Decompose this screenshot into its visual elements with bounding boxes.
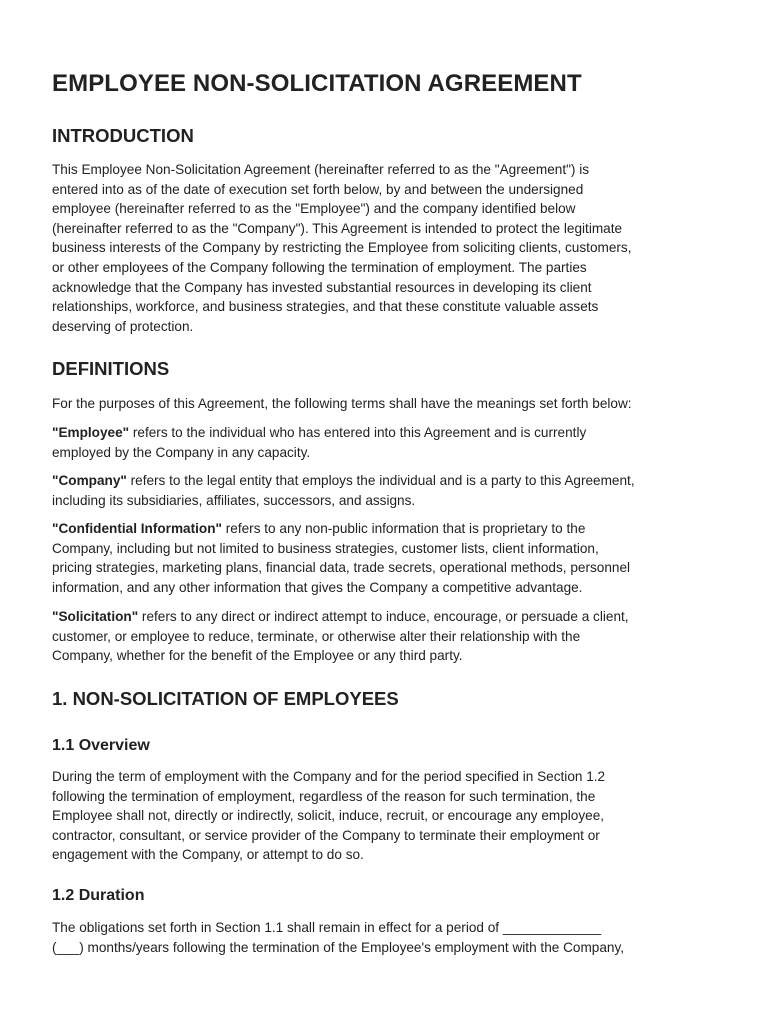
paragraph-line: The obligations set forth in Section 1.1 shall remain in effect for a period of _____________ <box>52 920 602 935</box>
paragraph-line: engagement with the Company, or attempt to do so. <box>52 847 364 863</box>
definition-text: refers to the legal entity that employs the individual and is a party to this Agreement, <box>126 473 635 488</box>
paragraph-line: For the purposes of this Agreement, the following terms shall have the meanings set forth below: <box>52 396 632 411</box>
definition-text: refers to the individual who has entered into this Agreement and is currently <box>129 425 587 440</box>
paragraph-line: pricing strategies, marketing plans, financial data, trade secrets, operational methods, personnel <box>52 560 631 576</box>
defined-term: "Employee" <box>52 425 130 440</box>
introduction-paragraph <box>52 160 724 336</box>
paragraph-line <box>52 607 724 627</box>
document-title: EMPLOYEE NON-SOLICITATION AGREEMENT <box>52 70 582 97</box>
section-1-1-heading: 1.1 Overview <box>52 737 150 754</box>
definition-text: refers to any non-public information that is proprietary to the <box>221 521 586 536</box>
paragraph-line: or other employees of the Company following the termination of employment. The parties <box>52 259 587 275</box>
paragraph-line: deserving of protection. <box>52 318 194 334</box>
definition-confidential-information <box>52 519 724 597</box>
paragraph-line: During the term of employment with the Company and for the period specified in Section 1.2 <box>52 769 606 784</box>
definition-company <box>52 471 724 510</box>
definition-employee <box>52 423 724 462</box>
paragraph-line: following the termination of employment, regardless of the reason for such termination, the <box>52 788 596 804</box>
paragraph-line <box>52 519 724 539</box>
paragraph-line: Company, whether for the benefit of the Employee or any third party. <box>52 648 463 664</box>
paragraph-line <box>52 423 724 443</box>
paragraph-line: employed by the Company in any capacity. <box>52 444 311 460</box>
section-1-2-paragraph <box>52 918 724 957</box>
section-1-2-heading: 1.2 Duration <box>52 887 145 904</box>
section-1-heading: 1. NON-SOLICITATION OF EMPLOYEES <box>52 688 399 709</box>
paragraph-line: employee (hereinafter referred to as the "Employee") and the company identified below <box>52 201 576 217</box>
paragraph-line: Employee shall not, directly or indirectly, solicit, induce, recruit, or encourage any employee, <box>52 808 605 824</box>
paragraph-line: (hereinafter referred to as the "Company"). This Agreement is intended to protect the legitimate <box>52 220 623 236</box>
paragraph-line: customer, or employee to reduce, terminate, or otherwise alter their relationship with the <box>52 628 581 644</box>
paragraph-line: Company, including but not limited to business strategies, customer lists, client information, <box>52 540 599 556</box>
paragraph-line: entered into as of the date of execution set forth below, by and between the undersigned <box>52 181 584 197</box>
paragraph-line: including its subsidiaries, affiliates, successors, and assigns. <box>52 492 416 508</box>
defined-term: "Confidential Information" <box>52 521 222 536</box>
definitions-heading: DEFINITIONS <box>52 358 170 379</box>
defined-term: "Company" <box>52 473 127 488</box>
introduction-heading: INTRODUCTION <box>52 125 194 146</box>
defined-term: "Solicitation" <box>52 609 139 624</box>
paragraph-line: acknowledge that the Company has invested substantial resources in developing its client <box>52 279 592 295</box>
paragraph-line: contractor, consultant, or service provider of the Company to terminate their employment or <box>52 827 600 843</box>
paragraph-line: relationships, workforce, and business strategies, and that these constitute valuable assets <box>52 299 599 315</box>
definition-text: refers to any direct or indirect attempt to induce, encourage, or persuade a client, <box>138 609 629 624</box>
definition-solicitation <box>52 607 724 666</box>
paragraph-line: information, and any other information that gives the Company a competitive advantage. <box>52 579 583 595</box>
paragraph-line: business interests of the Company by restricting the Employee from soliciting clients, customers, <box>52 240 632 256</box>
section-1-1-paragraph <box>52 767 724 865</box>
paragraph-line <box>52 471 724 491</box>
paragraph-line: (___) months/years following the termination of the Employee's employment with the Company, <box>52 939 625 955</box>
paragraph-line: This Employee Non-Solicitation Agreement (hereinafter referred to as the "Agreement") is <box>52 162 590 177</box>
definitions-intro <box>52 394 724 414</box>
